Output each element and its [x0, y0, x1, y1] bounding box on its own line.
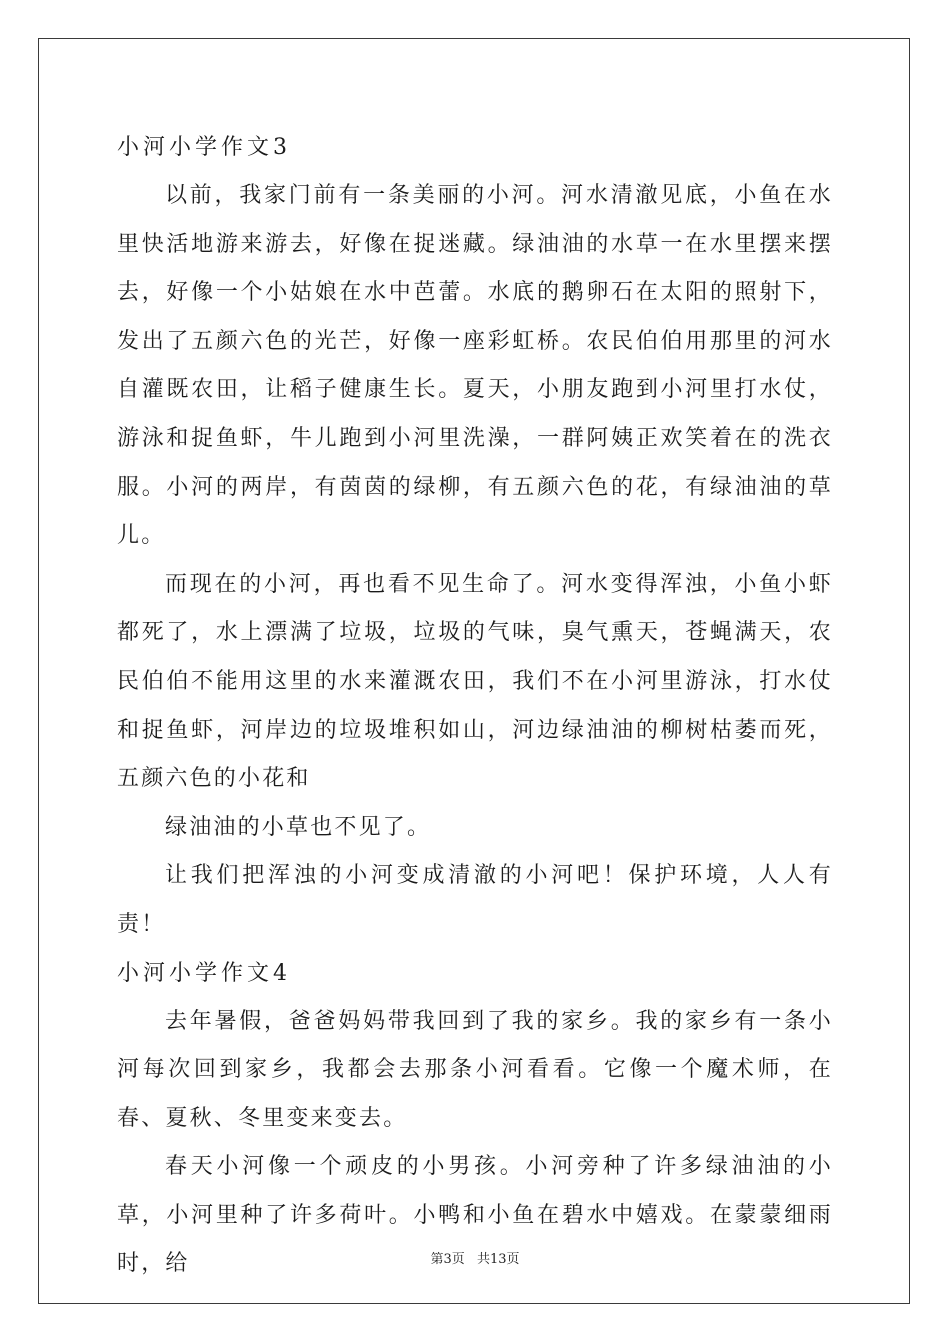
paragraph: 让我们把浑浊的小河变成清澈的小河吧！保护环境，人人有责！ [117, 863, 833, 937]
paragraph: 去年暑假，爸爸妈妈带我回到了我的家乡。我的家乡有一条小河每次回到家乡，我都会去那条小河看看。它像一个魔术师，在春、夏秋、冬里变来变去。 [117, 1008, 833, 1131]
page-number: 第3页 [430, 1252, 465, 1267]
paragraph: 以前，我家门前有一条美丽的小河。河水清澈见底，小鱼在水里快活地游来游去，好像在捉迷藏。绿油油的水草一在水里摆来摆去，好像一个小姑娘在水中芭蕾。水底的鹅卵石在太阳的照射下，发出了五颜六色的光芒，好像一座彩虹桥。农民伯伯用那里的河水自灌既农田，让稻子健康生长。夏天，小朋友跑到小河里打水仗，游泳和捉鱼虾，牛儿跑到小河里洗澡，一群阿姨正欢笑着在的洗衣服。小河的两岸，有茵茵的绿柳，有五颜六色的花，有绿油油的草儿。 [117, 183, 833, 549]
paragraph: 春天小河像一个顽皮的小男孩。小河旁种了许多绿油油的小草，小河里种了许多荷叶。小鸭和小鱼在碧水中嬉戏。在蒙蒙细雨时，给 [117, 1154, 833, 1277]
paragraph: 而现在的小河，再也看不见生命了。河水变得浑浊，小鱼小虾都死了，水上漂满了垃圾，垃圾的气味，臭气熏天，苍蝇满天，农民伯伯不能用这里的水来灌溉农田，我们不在小河里游泳，打水仗和捉鱼虾，河岸边的垃圾堆积如山，河边绿油油的柳树枯萎而死，五颜六色的小花和 [117, 571, 833, 792]
paragraph: 绿油油的小草也不见了。 [165, 814, 432, 840]
document-body [117, 124, 833, 1289]
page-footer [0, 1248, 950, 1267]
section-title: 小河小学作文3 [117, 135, 291, 160]
section-title: 小河小学作文4 [117, 960, 291, 986]
page-total: 共13页 [476, 1252, 520, 1267]
